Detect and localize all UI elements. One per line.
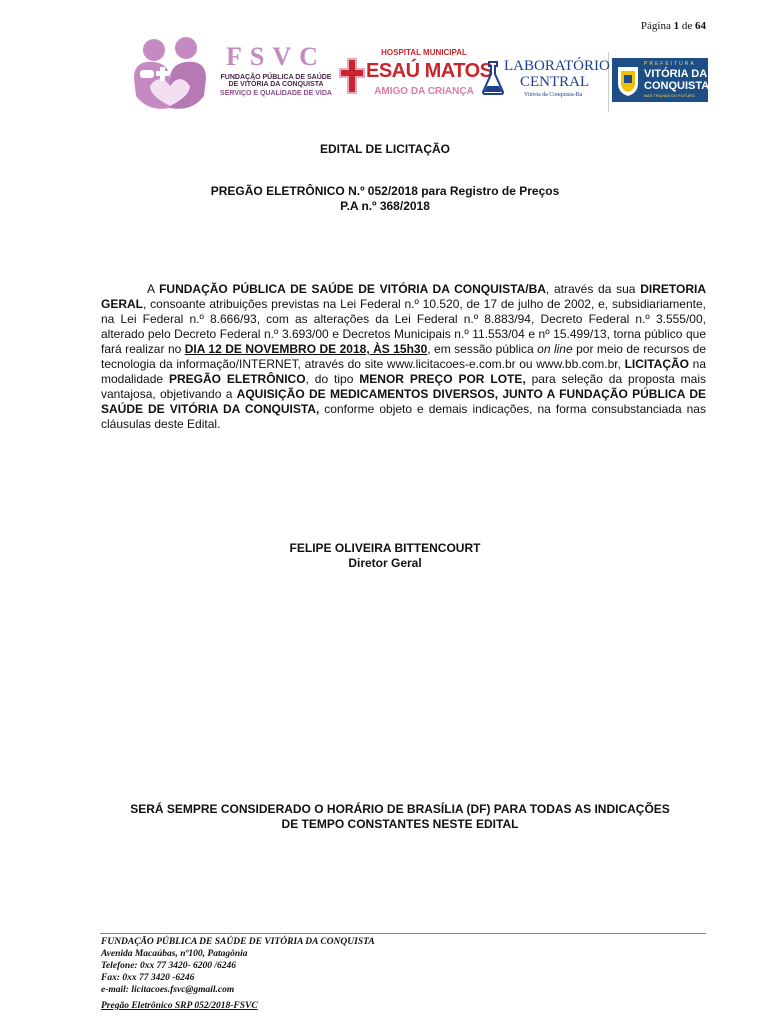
city-crest-icon <box>616 63 640 97</box>
page-total: 64 <box>695 20 706 32</box>
document-subtitle-1: PREGÃO ELETRÔNICO N.º 052/2018 para Registro de Preços <box>210 184 560 198</box>
header-logos <box>130 34 708 114</box>
laboratorio-logo <box>482 52 609 112</box>
footer-email: e-mail: licitacoes.fsvc@gmail.com <box>101 985 235 995</box>
signatory-name: FELIPE OLIVEIRA BITTENCOURT <box>289 541 481 555</box>
notice-line1: SERÁ SEMPRE CONSIDERADO O HORÁRIO DE BRASÍLIA (DF) PARA TODAS AS INDICAÇÕES <box>130 802 670 816</box>
page-label: Página <box>640 20 671 32</box>
signatory-role: Diretor Geral <box>348 556 422 570</box>
time-notice <box>80 802 720 832</box>
lab-small: Vitória da Conquista-Ba <box>524 92 583 98</box>
footer-phone: Telefone: 0xx 77 3420- 6200 /6246 <box>101 961 237 971</box>
prefeitura-logo <box>612 58 708 102</box>
lab-line1: LABORATÓRIO <box>504 58 610 74</box>
hospital-logo <box>336 46 493 108</box>
document-subtitle-2: P.A n.º 368/2018 <box>340 199 430 213</box>
lab-line2: CENTRAL <box>520 74 590 90</box>
footer-fax: Fax: 0xx 77 3420 -6246 <box>101 973 195 983</box>
directorate: DIRETORIA GERAL <box>101 282 706 311</box>
footer-org: FUNDAÇÃO PÚBLICA DE SAÚDE DE VITÓRIA DA CONQUISTA <box>101 937 375 947</box>
object-description: AQUISIÇÃO DE MEDICAMENTOS DIVERSOS, JUNTO A FUNDAÇÃO PÚBLICA DE SAÚDE DE VITÓRIA DA CONQUISTA, <box>101 387 707 416</box>
fsvc-text <box>216 44 336 97</box>
hospital-cross-icon <box>338 56 366 96</box>
session-date: DIA 12 DE NOVEMBRO DE 2018, ÀS 15h30 <box>184 342 428 356</box>
body-paragraph: A FUNDAÇÃO PÚBLICA DE SAÚDE DE VITÓRIA DA CONQUISTA/BA, através da sua DIRETORIA GERAL, consoante atribuições previstas na Lei Federal n.º 10.520, de 17 de julho de 2002, e, subsidiariamente, na Lei Federal n.º 8.666/93, com as alterações da Lei Federal n.º 8.883/94, Decreto Federal n.º 3.555/00, alterado pelo Decreto Federal n.º 3.693/00 e Decretos Municipais n.º 11.553/04 e nº 15.499/13, torna público que fará realizar no DIA 12 DE NOVEMBRO DE 2018, ÀS 15h30, em sessão pública on line por meio de recursos de tecnologia da informação/INTERNET, através do site www.licitacoes-e.com.br ou www.bb.com.br, LICITAÇÃO na modalidade PREGÃO ELETRÔNICO, do tipo MENOR PREÇO POR LOTE, para seleção da proposta mais vantajosa, objetivando a AQUISIÇÃO DE MEDICAMENTOS DIVERSOS, JUNTO A FUNDAÇÃO PÚBLICA DE SAÚDE DE VITÓRIA DA CONQUISTA, conforme objeto e demais indicações, na forma consubstanciada nas cláusulas deste Edital. <box>101 282 707 431</box>
org-name: FUNDAÇÃO PÚBLICA DE SAÚDE DE VITÓRIA DA CONQUISTA/BA <box>159 282 546 296</box>
page-number <box>641 20 706 32</box>
page-of: de <box>681 20 693 32</box>
pref-line1: VITÓRIA DA <box>644 68 708 80</box>
fsvc-acronym: FSVC <box>226 42 326 71</box>
pref-top: PREFEITURA <box>644 61 696 67</box>
fsvc-line2: DE VITÓRIA DA CONQUISTA <box>228 81 324 88</box>
hospital-top: HOSPITAL MUNICIPAL <box>381 48 467 57</box>
fsvc-line1: FUNDAÇÃO PÚBLICA DE SAÚDE <box>220 74 332 81</box>
flask-icon <box>482 60 504 96</box>
footer-divider <box>100 933 706 934</box>
footer-reference: Pregão Eletrônico SRP 052/2018-FSVC <box>101 1001 258 1011</box>
document-title: EDITAL DE LICITAÇÃO <box>320 142 450 156</box>
pref-sub: NAS TRILHAS DO FUTURO <box>644 93 696 98</box>
notice-line2: DE TEMPO CONSTANTES NESTE EDITAL <box>281 817 519 831</box>
footer-contact <box>101 936 375 996</box>
footer-address: Avenida Macaúbas, nº100, Patagônia <box>101 949 248 959</box>
hospital-name: ESAÚ MATOS <box>366 60 493 82</box>
hospital-sub: AMIGO DA CRIANÇA <box>374 86 474 97</box>
fsvc-tagline: SERVIÇO E QUALIDADE DE VIDA <box>220 90 332 97</box>
pref-line2: CONQUISTA <box>644 80 710 92</box>
page-current: 1 <box>673 20 680 32</box>
